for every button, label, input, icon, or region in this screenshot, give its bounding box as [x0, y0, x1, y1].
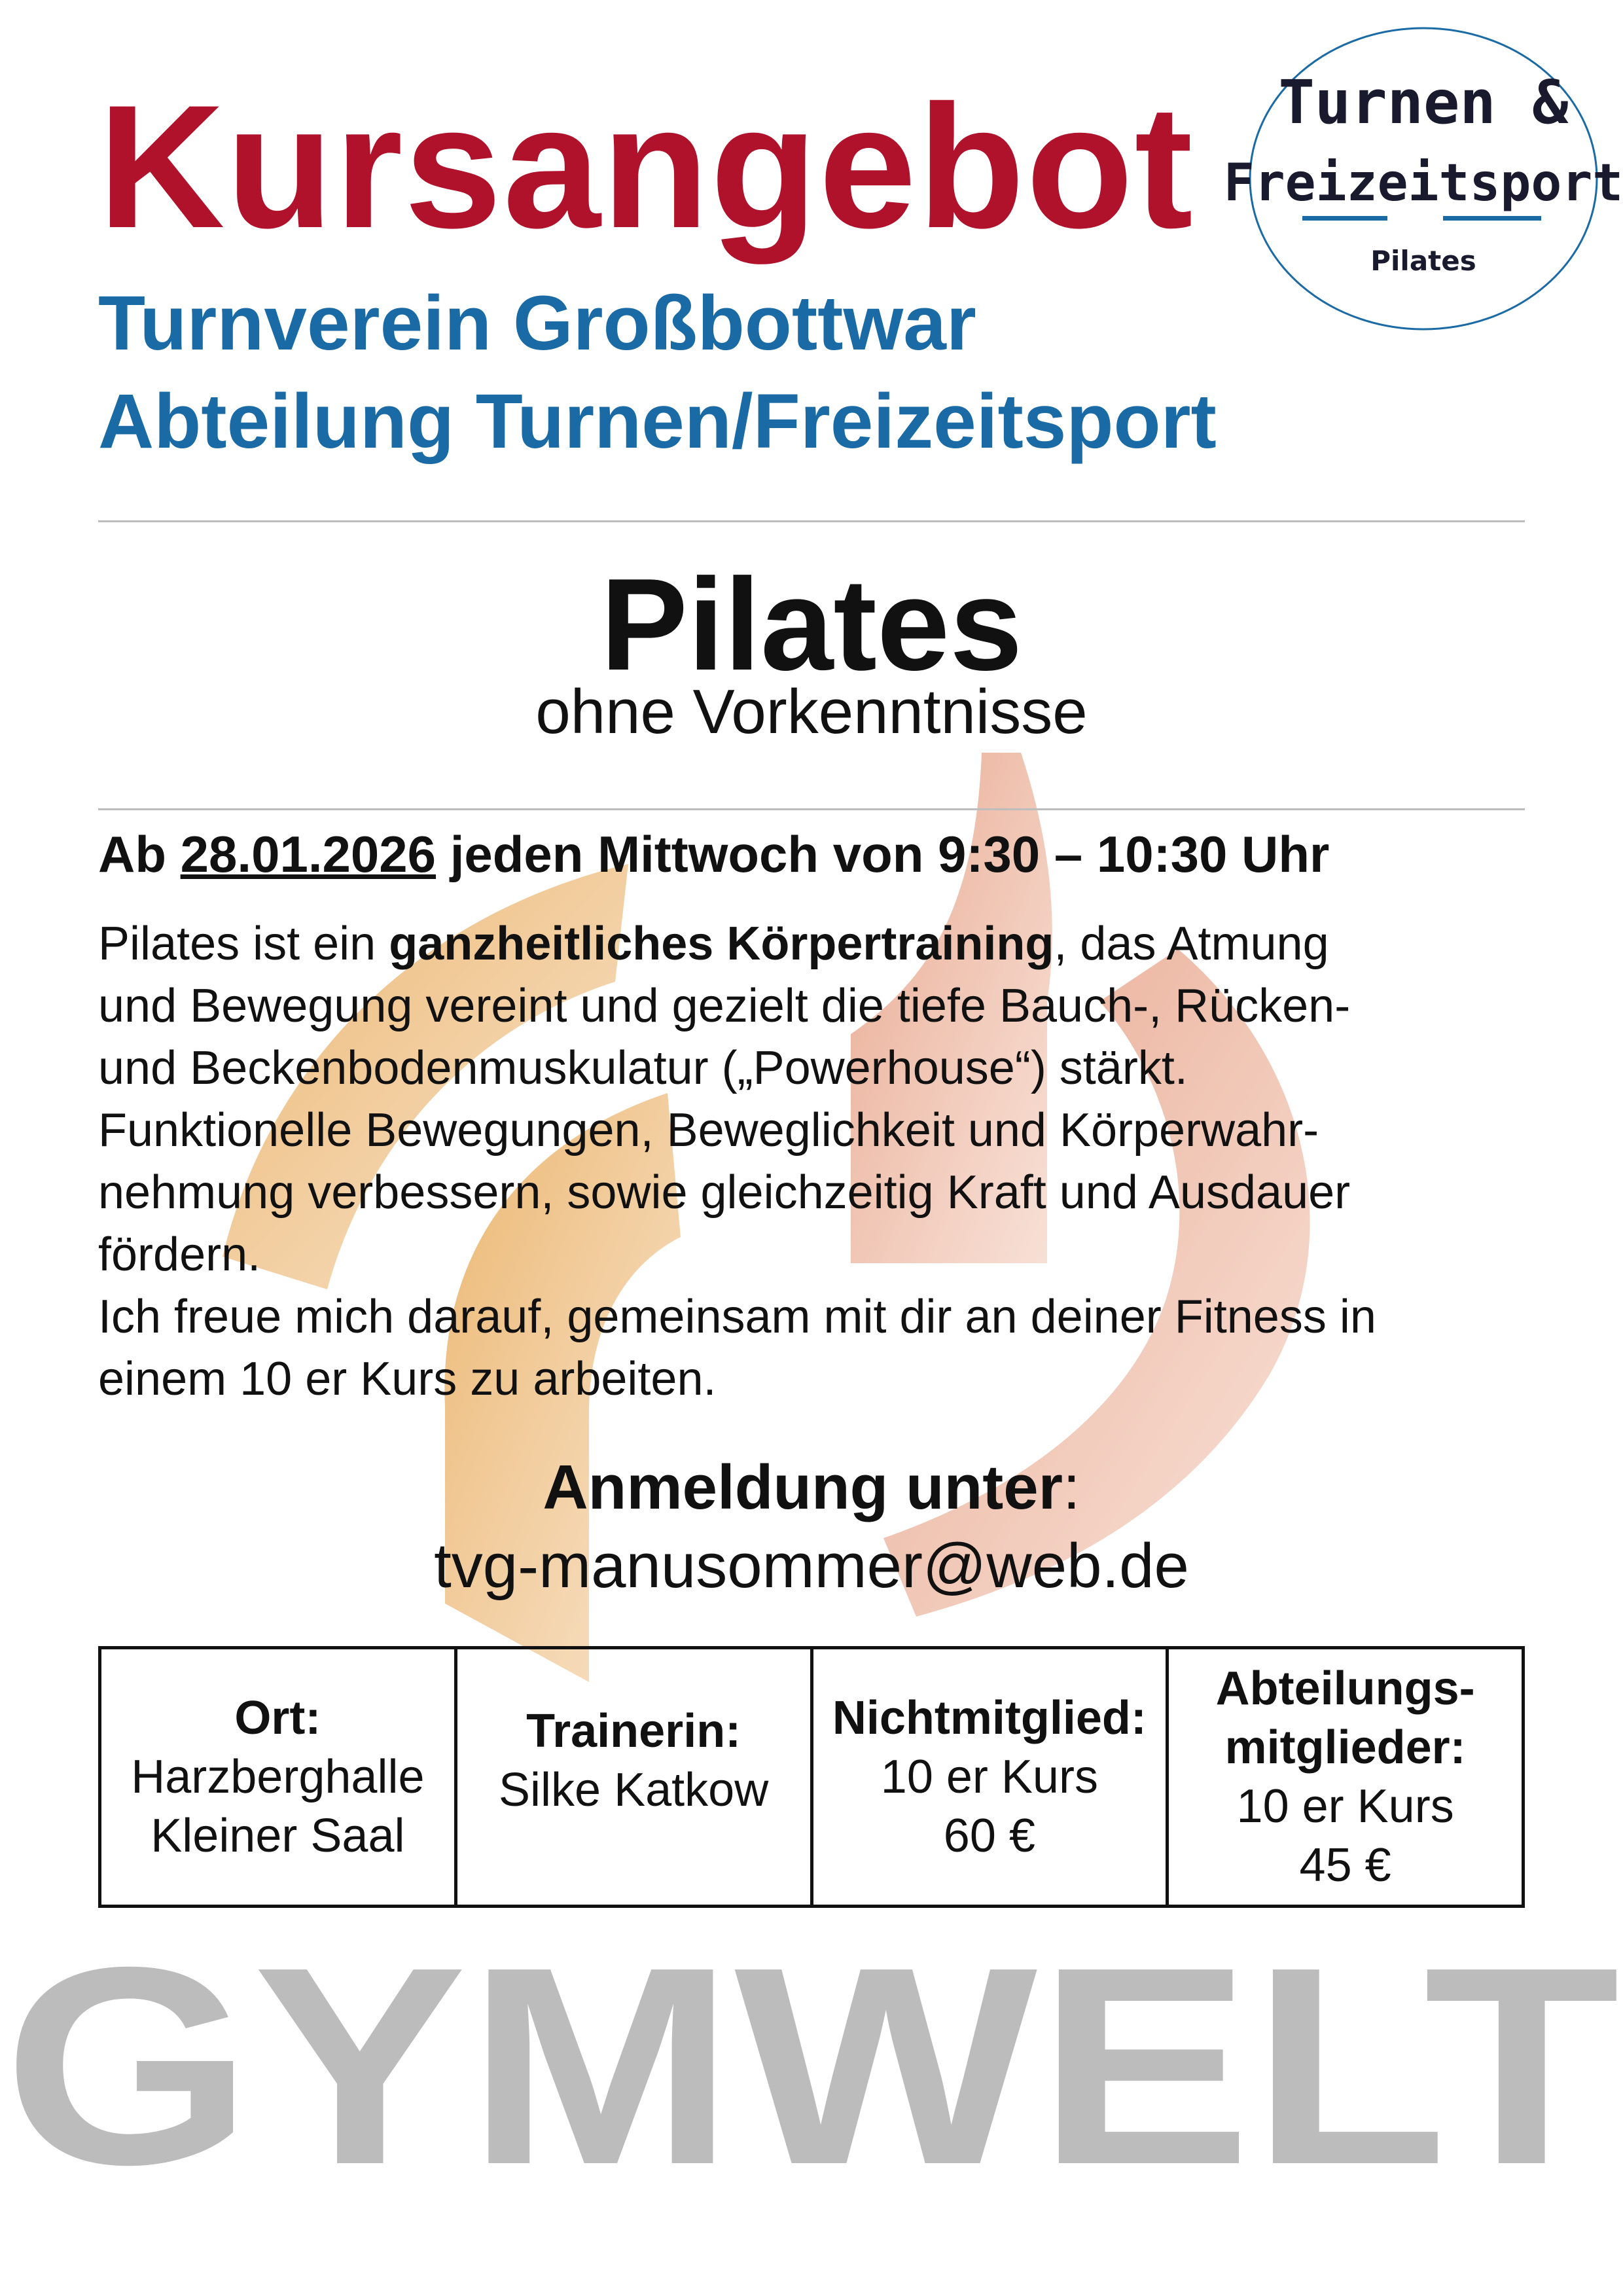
description-line: Funktionelle Bewegungen, Beweglichkeit und Körperwahr-	[98, 1104, 1319, 1157]
course-info-table	[98, 1646, 1525, 1908]
schedule-prefix: Ab	[98, 825, 166, 883]
member-heading-line1: Abteilungs-	[1215, 1662, 1475, 1715]
description-line: Ich freue mich darauf, gemeinsam mit dir an deiner Fitness in	[98, 1291, 1376, 1343]
divider-middle	[98, 808, 1525, 810]
location-heading: Ort:	[234, 1692, 321, 1744]
department-name: Abteilung Turnen/Freizeitsport	[98, 378, 1217, 465]
location-line: Harzberghalle	[131, 1751, 425, 1803]
info-cell-member-price	[1169, 1649, 1522, 1905]
gymwelt-brand-logo	[0, 1909, 1623, 2223]
logo-text-middle: Freizeitsport	[1223, 154, 1623, 213]
description-line: Pilates ist ein ganzheitliches Körpertraining, das Atmung	[98, 918, 1329, 970]
gymwelt-text: GYMWELT	[3, 1909, 1620, 2223]
info-cell-location	[101, 1649, 457, 1905]
description-highlight: ganzheitliches Körpertraining	[389, 918, 1054, 970]
schedule-line	[98, 821, 1329, 888]
info-cell-nonmember-price	[813, 1649, 1169, 1905]
description-line: und Beckenbodenmuskulatur („Powerhouse“) stärkt.	[98, 1042, 1188, 1094]
logo-text-top: Turnen &	[1278, 67, 1569, 137]
description-line: fördern.	[98, 1229, 261, 1281]
member-course: 10 er Kurs	[1236, 1780, 1454, 1833]
registration-email[interactable]: tvg-manusommer@web.de	[434, 1531, 1189, 1601]
logo-underline-left	[1302, 216, 1387, 221]
location-line: Kleiner Saal	[151, 1810, 405, 1862]
logo-text-bottom: Pilates	[1370, 245, 1476, 277]
member-heading-line2: mitglieder:	[1224, 1721, 1466, 1774]
course-description	[98, 913, 1551, 1410]
info-cell-trainer	[457, 1649, 813, 1905]
description-line: einem 10 er Kurs zu arbeiten.	[98, 1353, 717, 1405]
course-name: Pilates	[600, 552, 1023, 698]
nonmember-heading: Nichtmitglied:	[832, 1692, 1147, 1744]
nonmember-price: 60 €	[943, 1810, 1035, 1862]
description-line: nehmung verbessern, sowie gleichzeitig Kraft und Ausdauer	[98, 1166, 1351, 1219]
logo-underline-right	[1443, 216, 1541, 221]
start-date: 28.01.2026	[180, 825, 437, 883]
schedule-time: jeden Mittwoch von 9:30 – 10:30 Uhr	[450, 825, 1330, 883]
registration-label: Anmeldung unter:	[543, 1452, 1080, 1522]
description-line: und Bewegung vereint und gezielt die tiefe Bauch-, Rücken-	[98, 980, 1351, 1032]
member-price: 45 €	[1299, 1839, 1391, 1892]
turnen-freizeitsport-logo	[1223, 25, 1623, 332]
course-subtitle: ohne Vorkenntnisse	[535, 677, 1088, 747]
page-title: Kursangebot	[98, 68, 1194, 264]
nonmember-course: 10 er Kurs	[880, 1751, 1098, 1803]
trainer-name: Silke Katkow	[499, 1764, 769, 1816]
trainer-heading: Trainerin:	[526, 1705, 741, 1757]
club-name: Turnverein Großbottwar	[98, 280, 976, 367]
divider-top	[98, 520, 1525, 522]
